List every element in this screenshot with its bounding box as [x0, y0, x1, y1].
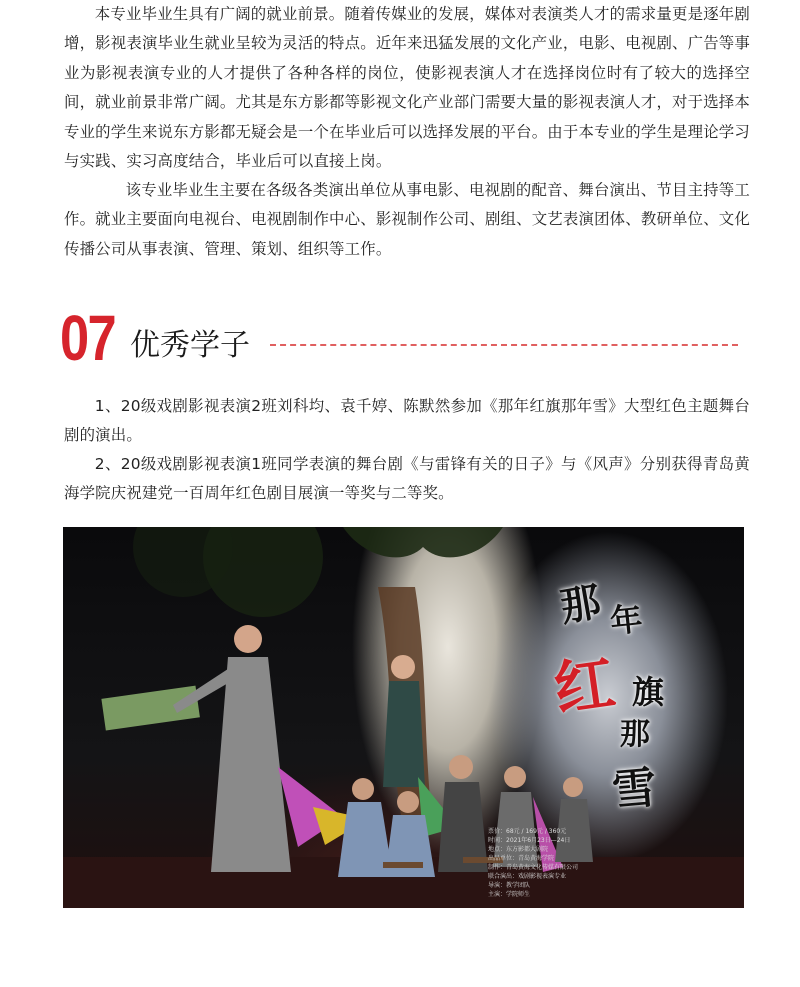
poster-title-char: 那 [556, 577, 605, 632]
poster-title-char: 年 [608, 599, 645, 641]
poster-info-line: 导演：教学团队 [488, 882, 531, 889]
poster-title-char: 旗 [632, 673, 665, 711]
poster-info-line: 联合演出：戏剧影视表演专业 [488, 873, 567, 880]
poster-info-line: 出品单位：青岛黄海学院 [488, 855, 555, 862]
poster-info-line: 制作：青岛黄海文化传媒有限公司 [488, 864, 579, 871]
poster-calligraphy-title [550, 567, 704, 817]
poster-info-block [488, 827, 648, 899]
poster-info-line: 票价：68元 / 169元 / 360元 [488, 828, 567, 835]
employment-direction-paragraph: 该专业毕业生主要在各级各类演出单位从事电影、电视剧的配音、舞台演出、节目主持等工作。就业主要面向电视台、电视剧制作中心、影视制作公司、剧组、文艺表演团体、教研单位、文化传播公司从事表演、管理、策划、组织等工作。 [64, 181, 750, 258]
student-achievement-2: 2、20级戏剧影视表演1班同学表演的舞台剧《与雷锋有关的日子》与《风声》分别获得青岛黄海学院庆祝建党一百周年红色剧目展演一等奖与二等奖。 [64, 455, 750, 503]
poster-info-line: 主演：学院师生 [488, 891, 531, 898]
student-achievement-1: 1、20级戏剧影视表演2班刘科均、袁千婷、陈默然参加《那年红旗那年雪》大型红色主题舞台剧的演出。 [64, 397, 750, 445]
poster-title-char: 那 [620, 717, 650, 752]
poster-title-char: 雪 [610, 762, 659, 817]
section-heading [60, 302, 750, 376]
section-dashed-divider [270, 344, 738, 346]
poster-title-char-red: 红 [550, 648, 620, 726]
employment-prospects-paragraph: 本专业毕业生具有广阔的就业前景。随着传媒业的发展，媒体对表演类人才的需求量更是逐年剧增，影视表演毕业生就业呈较为灵活的特点。近年来迅猛发展的文化产业，电影、电视剧、广告等事业为影视表演专业的人才提供了各种各样的岗位，使影视表演人才在选择岗位时有了较大的选择空间，就业前景非常广阔。尤其是东方影都等影视文化产业部门需要大量的影视表演人才，对于选择本专业的学生来说东方影都无疑会是一个在毕业后可以选择发展的平台。由于本专业的学生是理论学习与实践、实习高度结合，毕业后可以直接上岗。 [64, 5, 750, 171]
stage-performance-photo [63, 527, 744, 908]
poster-info-line: 时间：2021年6月23日—24日 [488, 837, 571, 844]
section-number: 07 [60, 302, 116, 374]
poster-info-line: 地点：东方影都大剧院 [488, 846, 549, 853]
section-title: 优秀学子 [130, 328, 250, 363]
